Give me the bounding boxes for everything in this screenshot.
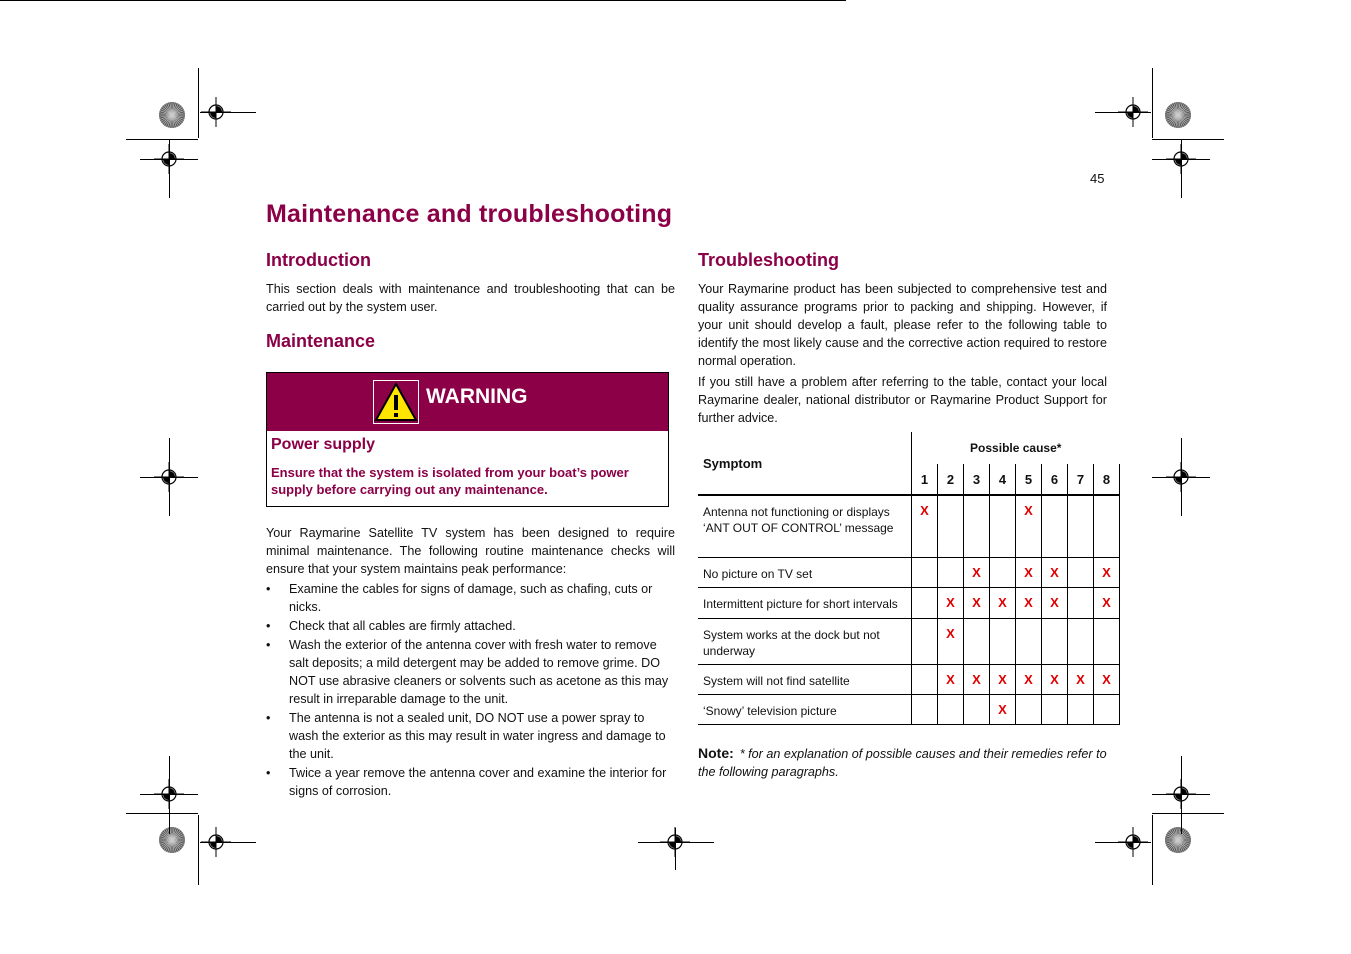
- cause-cell: [990, 618, 1016, 664]
- table-row: [698, 694, 1120, 724]
- cause-cell: [938, 495, 964, 557]
- cause-cell: X: [938, 618, 964, 664]
- cause-cell: [964, 694, 990, 724]
- cause-cell: X: [1016, 495, 1042, 557]
- cause-cell: [912, 587, 938, 618]
- crop-mark: [140, 159, 198, 160]
- cause-cell: [938, 694, 964, 724]
- cause-cell: [1016, 694, 1042, 724]
- table-row: [698, 618, 1120, 664]
- warning-subheading: Power supply: [271, 436, 376, 453]
- crop-mark: [638, 842, 714, 843]
- cause-cell: X: [990, 694, 1016, 724]
- list-item: • Wash the exterior of the antenna cover with fresh water to remove salt deposits; a mild detergent may be added to remove grime. DO NOT use abrasive cleaners or solvents such as acetone as this may result in irreparable damage to the unit.: [266, 638, 669, 706]
- table-row: [698, 495, 1120, 557]
- crop-mark: [200, 842, 256, 843]
- warning-title: WARNING: [426, 385, 528, 408]
- list-item: • The antenna is not a sealed unit, DO NOT use a power spray to wash the exterior as this may result in water ingress and damage to the unit.: [266, 711, 666, 761]
- crop-mark: [1095, 842, 1151, 843]
- troubleshooting-para-2: If you still have a problem after referring to the table, contact your local Raymarine dealer, national distributor or Raymarine Product Support for further advice.: [698, 375, 1107, 425]
- cause-cell: X: [1016, 557, 1042, 587]
- cause-cell: [912, 618, 938, 664]
- crop-mark: [126, 139, 198, 140]
- maintenance-heading: Maintenance: [266, 331, 376, 351]
- cause-cell: X: [1042, 557, 1068, 587]
- crop-mark: [1152, 815, 1153, 885]
- header-rule: [0, 0, 846, 1]
- cause-cell: [964, 618, 990, 664]
- cause-number-header: 8: [1094, 464, 1120, 495]
- cause-cell: X: [1094, 557, 1120, 587]
- crop-mark: [1152, 68, 1153, 138]
- crop-mark: [1181, 140, 1182, 198]
- cause-number-header: 7: [1068, 464, 1094, 495]
- maintenance-checklist: [266, 580, 676, 801]
- registration-starburst-icon: [1164, 101, 1192, 129]
- cause-cell: X: [938, 587, 964, 618]
- cause-cell: [990, 495, 1016, 557]
- crop-mark: [169, 756, 170, 834]
- page-number: 45: [1090, 171, 1105, 186]
- symptom-cell: System works at the dock but not underway: [698, 618, 912, 664]
- cause-cell: [1068, 618, 1094, 664]
- cause-cell: [1068, 495, 1094, 557]
- cause-number-header: 3: [964, 464, 990, 495]
- warning-text: Ensure that the system is isolated from your boat’s power supply before carrying out any maintenance.: [271, 465, 629, 497]
- warning-triangle-icon: [373, 380, 419, 424]
- crop-mark: [126, 813, 198, 814]
- introduction-text: This section deals with maintenance and troubleshooting that can be carried out by the system user.: [266, 282, 675, 314]
- cause-header: Possible cause*: [912, 432, 1120, 464]
- list-item: • Check that all cables are firmly attached.: [266, 619, 516, 633]
- cause-cell: [1068, 557, 1094, 587]
- crop-mark: [1152, 813, 1224, 814]
- cause-cell: X: [938, 664, 964, 694]
- list-item: • Examine the cables for signs of damage, such as chafing, cuts or nicks.: [266, 582, 653, 614]
- troubleshooting-table: [698, 432, 1120, 725]
- cause-cell: [1042, 694, 1068, 724]
- symptom-cell: Antenna not functioning or displays ‘ANT OUT OF CONTROL’ message: [698, 495, 912, 557]
- cause-cell: X: [1094, 664, 1120, 694]
- cause-cell: X: [1016, 664, 1042, 694]
- cause-cell: X: [1068, 664, 1094, 694]
- crop-mark: [198, 68, 199, 138]
- cause-cell: [964, 495, 990, 557]
- cause-cell: [1016, 618, 1042, 664]
- cause-number-header: 1: [912, 464, 938, 495]
- cause-cell: [1042, 495, 1068, 557]
- cause-cell: [912, 557, 938, 587]
- cause-cell: [912, 694, 938, 724]
- symptom-cell: Intermittent picture for short intervals: [698, 587, 912, 618]
- cause-cell: X: [964, 587, 990, 618]
- cause-cell: X: [964, 557, 990, 587]
- cause-number-header: 6: [1042, 464, 1068, 495]
- page-title: Maintenance and troubleshooting: [266, 200, 673, 228]
- warning-header: [267, 373, 668, 431]
- table-note: [698, 744, 1110, 781]
- symptom-cell: System will not find satellite: [698, 664, 912, 694]
- registration-starburst-icon: [158, 101, 186, 129]
- crop-mark: [198, 815, 199, 885]
- table-row: [698, 664, 1120, 694]
- cause-number-header: 5: [1016, 464, 1042, 495]
- crop-mark: [140, 477, 198, 478]
- note-label: Note:: [698, 745, 734, 761]
- introduction-heading: Introduction: [266, 250, 371, 270]
- cause-cell: [1094, 495, 1120, 557]
- cause-cell: X: [964, 664, 990, 694]
- cause-cell: X: [1042, 587, 1068, 618]
- warning-box: [266, 372, 669, 507]
- cause-number-header: 2: [938, 464, 964, 495]
- crop-mark: [1152, 794, 1210, 795]
- cause-cell: [938, 557, 964, 587]
- crop-mark: [140, 794, 198, 795]
- cause-cell: X: [1042, 664, 1068, 694]
- registration-starburst-icon: [1164, 826, 1192, 854]
- maintenance-intro: Your Raymarine Satellite TV system has been designed to require minimal maintenance. The following routine maintenance checks will ensure that your system maintains peak performance:: [266, 526, 675, 576]
- cause-cell: X: [1094, 587, 1120, 618]
- cause-cell: X: [912, 495, 938, 557]
- crop-mark: [1181, 756, 1182, 834]
- cause-cell: X: [990, 587, 1016, 618]
- cause-cell: [912, 664, 938, 694]
- cause-cell: [1094, 618, 1120, 664]
- registration-starburst-icon: [158, 826, 186, 854]
- crop-mark: [1152, 477, 1210, 478]
- cause-cell: [1068, 587, 1094, 618]
- symptom-header: Symptom: [698, 432, 912, 495]
- cause-number-header: 4: [990, 464, 1016, 495]
- crop-mark: [169, 140, 170, 198]
- cause-cell: [990, 557, 1016, 587]
- cause-cell: [1068, 694, 1094, 724]
- crop-mark: [675, 828, 676, 870]
- cause-cell: X: [1016, 587, 1042, 618]
- table-row: [698, 557, 1120, 587]
- cause-cell: [1094, 694, 1120, 724]
- symptom-cell: ‘Snowy’ television picture: [698, 694, 912, 724]
- troubleshooting-para-1: Your Raymarine product has been subjected to comprehensive test and quality assurance programs prior to packing and shipping. However, if your unit should develop a fault, please refer to the following table to identify the most likely cause and the corrective action required to restore normal operation.: [698, 282, 1107, 368]
- cause-cell: X: [990, 664, 1016, 694]
- troubleshooting-heading: Troubleshooting: [698, 250, 839, 270]
- symptom-cell: No picture on TV set: [698, 557, 912, 587]
- crop-mark: [200, 112, 256, 113]
- table-row: [698, 587, 1120, 618]
- note-text: * for an explanation of possible causes and their remedies refer to the following paragraphs.: [698, 747, 1107, 779]
- cause-cell: [1042, 618, 1068, 664]
- list-item: • Twice a year remove the antenna cover and examine the interior for signs of corrosion.: [266, 766, 667, 798]
- crop-mark: [1095, 112, 1151, 113]
- crop-mark: [1152, 139, 1224, 140]
- crop-mark: [1152, 159, 1210, 160]
